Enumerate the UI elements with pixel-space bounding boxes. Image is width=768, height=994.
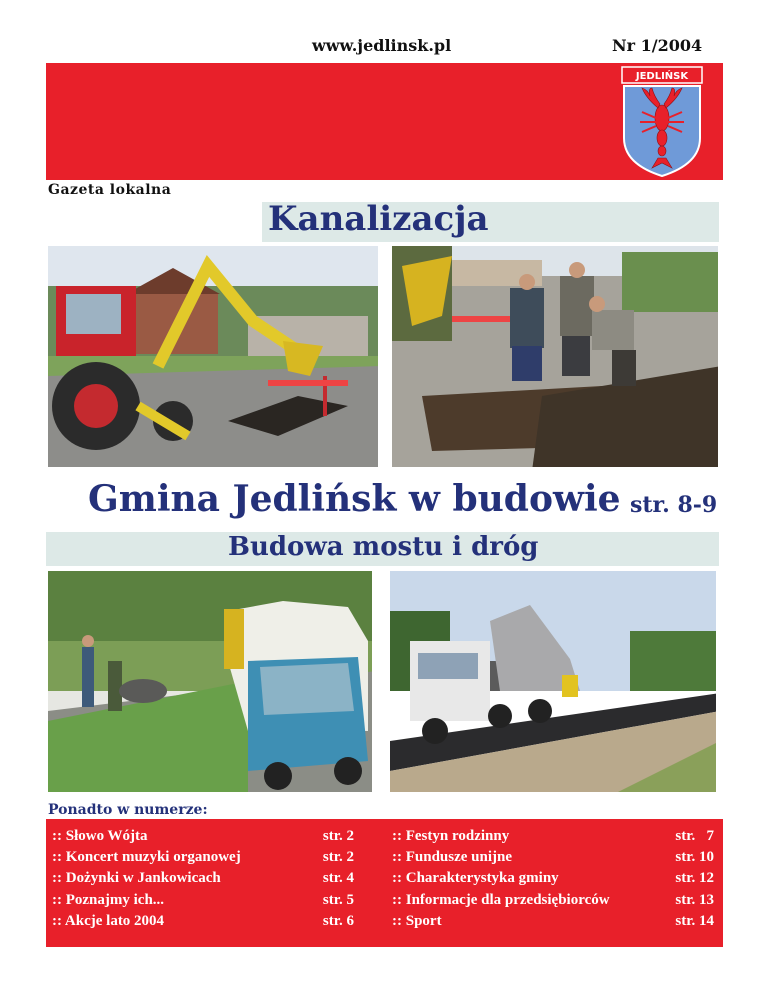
toc-label: Ponadto w numerze: — [48, 802, 208, 818]
toc-item-title: :: Sport — [392, 912, 442, 929]
photo-workers-digging — [390, 244, 720, 469]
toc-item-title: :: Słowo Wójta — [52, 828, 148, 844]
toc-item-title: :: Dożynki w Jankowicach — [52, 870, 221, 887]
toc-item-page: str. 4 — [322, 870, 354, 887]
toc-item-title: :: Poznajmy ich... — [52, 891, 165, 908]
toc-item-page: str. 14 — [675, 912, 714, 929]
toc-item-title: :: Festyn rodzinny — [392, 828, 510, 844]
toc-item-page: str. 10 — [675, 849, 714, 866]
secondary-headline-page: str. 8-9 — [630, 492, 718, 518]
photo-asphalt-truck — [388, 569, 718, 794]
newspaper-subtitle: Gazeta lokalna — [48, 182, 172, 198]
toc-item-title: :: Fundusze unijne — [392, 849, 513, 866]
issue-number: Nr 1/2004 — [612, 36, 703, 55]
crest-logo — [618, 66, 706, 178]
toc-item-page: str. 13 — [675, 891, 714, 908]
toc-left-pages — [298, 826, 354, 932]
toc-item-title: :: Koncert muzyki organowej — [52, 849, 241, 866]
toc-item-page: str. 2 — [322, 849, 354, 866]
toc-item-page: str. 5 — [322, 891, 354, 908]
website-url: www.jedlinsk.pl — [312, 36, 452, 55]
third-headline: Budowa mostu i dróg — [228, 532, 539, 562]
toc-item-title: :: Charakterystyka gminy — [392, 870, 559, 887]
toc-item-title: :: Informacje dla przedsiębiorców — [392, 891, 610, 908]
main-headline: Kanalizacja — [268, 199, 489, 239]
toc-right-titles — [392, 826, 610, 932]
photo-roadworks-car — [46, 569, 374, 794]
toc-item-page: str. 7 — [675, 828, 714, 844]
crest-text: JEDLIŃSK — [635, 71, 689, 82]
toc-item-title: :: Akcje lato 2004 — [52, 912, 165, 929]
toc-right-pages — [654, 826, 714, 932]
toc-item-page: str. 2 — [322, 828, 354, 844]
photo-excavator — [46, 244, 380, 469]
toc-item-page: str. 12 — [675, 870, 714, 887]
toc-item-page: str. 6 — [322, 912, 354, 929]
toc-left-titles — [52, 826, 241, 932]
secondary-headline: Gmina Jedlińsk w budowie — [88, 478, 621, 520]
